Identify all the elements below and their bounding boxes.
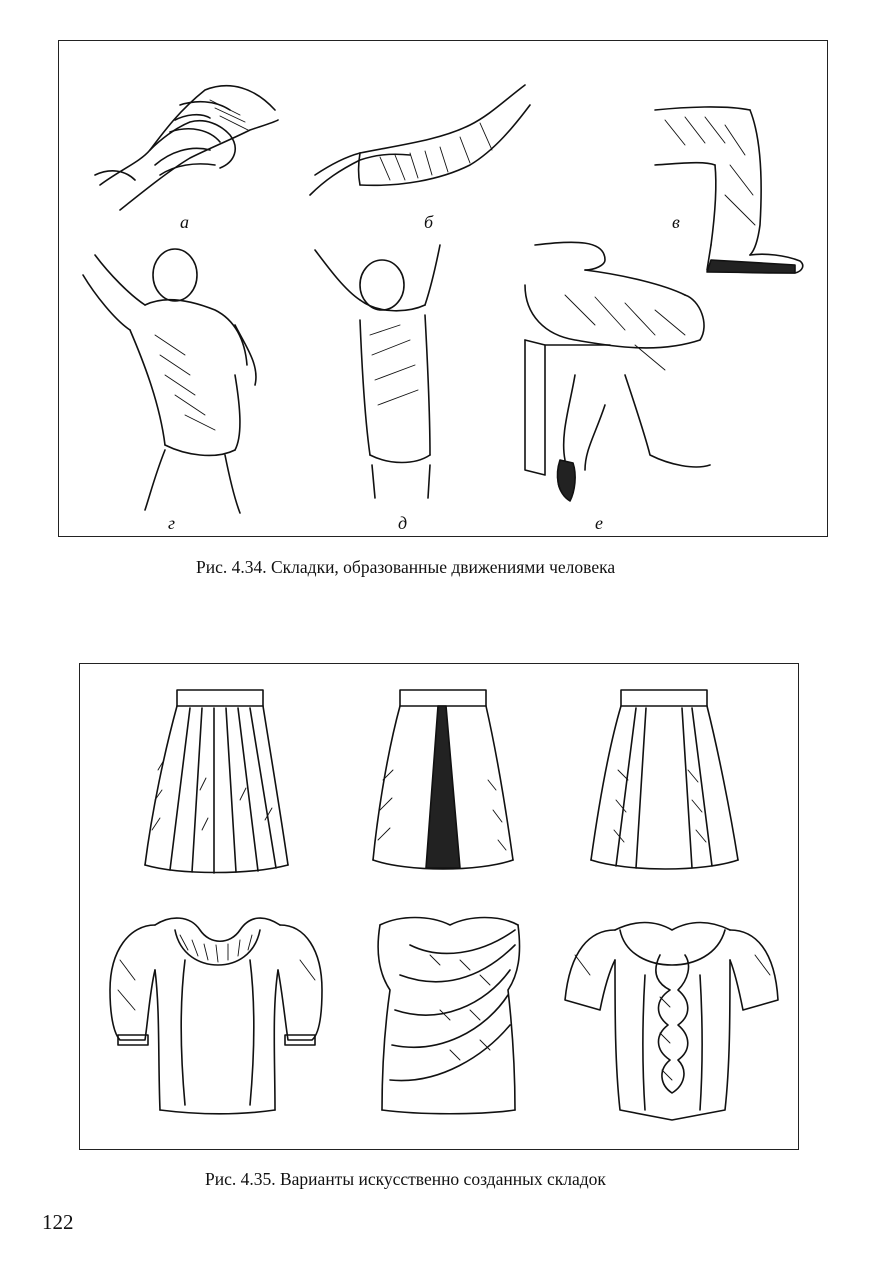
illustration-draped-top [370, 915, 525, 1120]
illustration-box-pleat-skirt [368, 690, 518, 885]
illustration-seated-woman-skirt [515, 225, 715, 515]
figure-label-d: д [398, 513, 408, 533]
page-number: 122 [42, 1210, 74, 1234]
illustration-man-arms-overhead [290, 240, 470, 500]
figure-label-b: б [424, 212, 434, 232]
figure-4-34-caption: Рис. 4.34. Складки, образованные движениями человека [196, 557, 616, 577]
illustration-man-arm-raised [75, 245, 275, 515]
illustration-jabot-blouse [560, 915, 785, 1120]
illustration-bent-arm-sleeve [80, 70, 290, 220]
figure-label-a: а [180, 212, 189, 232]
figure-label-e: е [595, 513, 603, 533]
illustration-frill-collar-blouse [100, 910, 330, 1125]
figure-label-g: г [168, 513, 176, 533]
illustration-pleated-skirt [140, 690, 290, 885]
illustration-side-pleats-skirt [588, 690, 743, 885]
illustration-raised-arm-sleeve [300, 75, 540, 205]
figure-4-35-caption: Рис. 4.35. Варианты искусственно созданных складок [205, 1169, 606, 1189]
figure-label-v: в [672, 212, 680, 232]
